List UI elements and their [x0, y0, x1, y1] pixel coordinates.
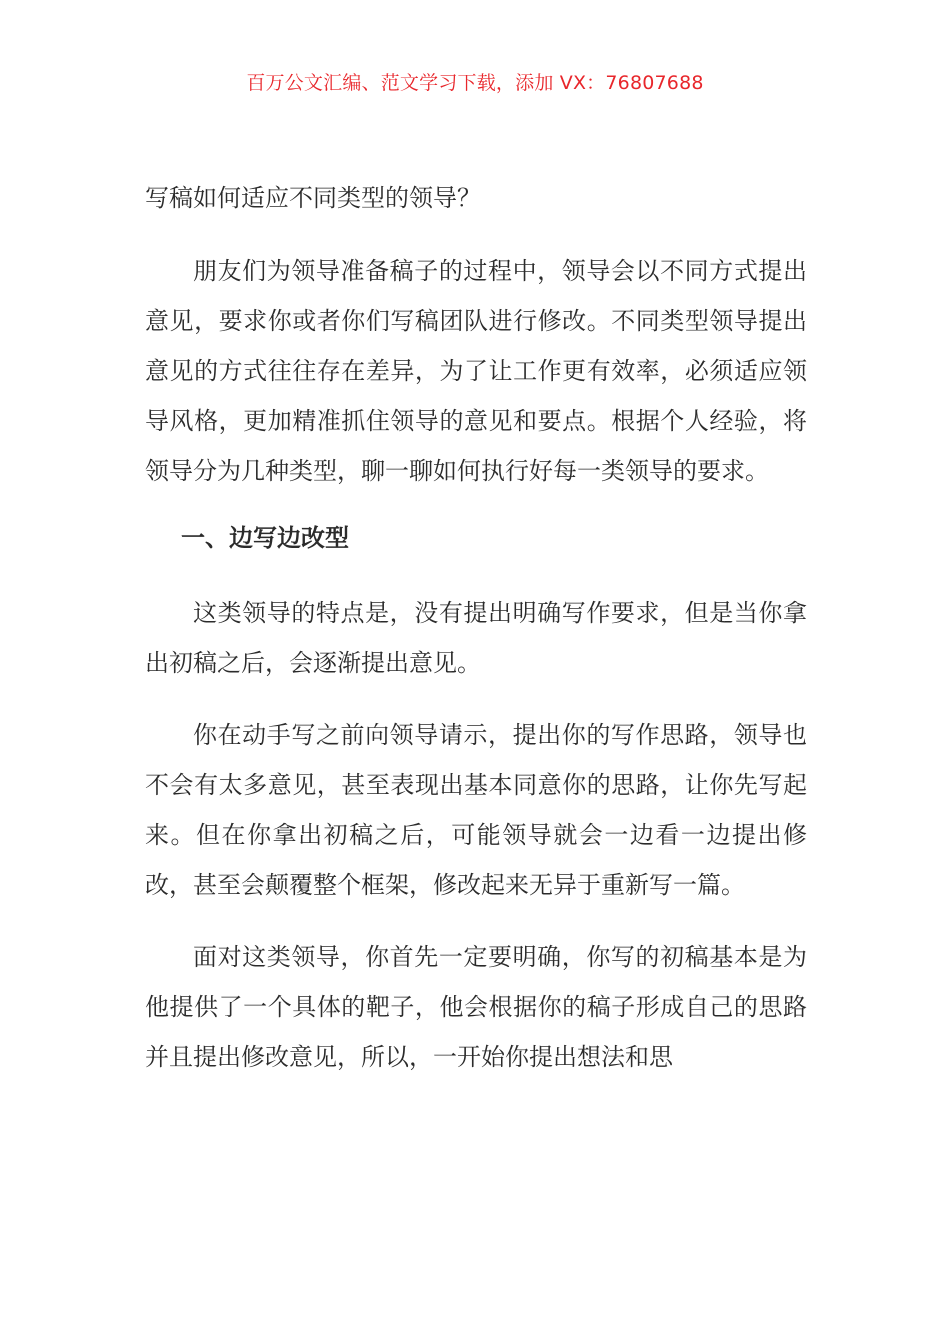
document-body: [145, 178, 807, 1104]
section1-paragraph-1: 这类领导的特点是，没有提出明确写作要求，但是当你拿出初稿之后，会逐渐提出意见。: [145, 599, 807, 677]
section1-paragraph-2: 你在动手写之前向领导请示，提出你的写作思路，领导也不会有太多意见，甚至表现出基本同意你的思路，让你先写起来。但在你拿出初稿之后，可能领导就会一边看一边提出修改，甚至会颠覆整个框架，修改起来无异于重新写一篇。: [145, 721, 807, 899]
document-title: 写稿如何适应不同类型的领导？: [145, 184, 481, 212]
section-heading-1: 一、边写边改型: [181, 524, 349, 552]
header-watermark-note: 百万公文汇编、范文学习下载，添加 VX：76807688: [246, 72, 704, 94]
intro-paragraph: 朋友们为领导准备稿子的过程中，领导会以不同方式提出意见，要求你或者你们写稿团队进行修改。不同类型领导提出意见的方式往往存在差异，为了让工作更有效率，必须适应领导风格，更加精准抓住领导的意见和要点。根据个人经验，将领导分为几种类型，聊一聊如何执行好每一类领导的要求。: [145, 257, 807, 485]
section1-paragraph-3: 面对这类领导，你首先一定要明确，你写的初稿基本是为他提供了一个具体的靶子，他会根据你的稿子形成自己的思路并且提出修改意见，所以，一开始你提出想法和思: [145, 943, 807, 1071]
